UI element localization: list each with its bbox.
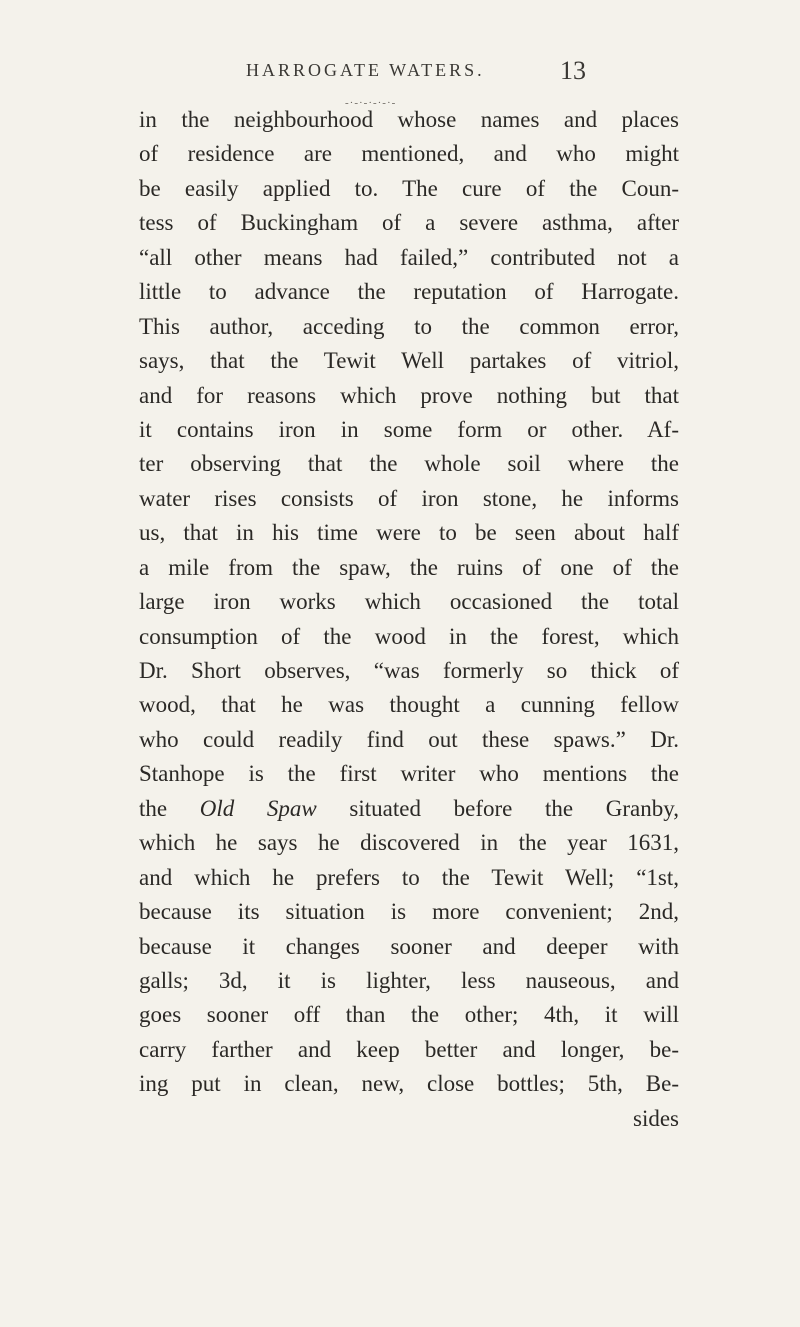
- text-line: and for reasons which prove nothing but that: [139, 382, 679, 408]
- text-line: and which he prefers to the Tewit Well; “1st,: [139, 864, 679, 890]
- text-line: large iron works which occasioned the total: [139, 589, 679, 615]
- text-line: in the neighbourhood whose names and places: [139, 107, 679, 132]
- text-line: ter observing that the whole soil where the: [139, 451, 679, 477]
- text-line-with-italic: [139, 792, 679, 826]
- running-head: [0, 56, 800, 90]
- text-line: it contains iron in some form or other. Af-: [139, 416, 679, 442]
- italic-title: Old Spaw: [199, 795, 317, 821]
- text-line: a mile from the spaw, the ruins of one of the: [139, 554, 679, 580]
- header-ornament: -·-·-·-·-·-: [345, 97, 397, 109]
- text-line: This author, acceding to the common error,: [139, 313, 679, 339]
- text-line: of residence are mentioned, and who might: [139, 141, 679, 167]
- text-line: galls; 3d, it is lighter, less nauseous, and: [139, 967, 679, 993]
- text-line: because its situation is more convenient; 2nd,: [139, 899, 679, 925]
- text-line: tess of Buckingham of a severe asthma, after: [139, 210, 679, 236]
- text-line: water rises consists of iron stone, he informs: [139, 485, 679, 511]
- text-line: because it changes sooner and deeper with: [139, 933, 679, 959]
- text-line: Dr. Short observes, “was formerly so thick of: [139, 658, 679, 683]
- text-line: says, that the Tewit Well partakes of vitriol,: [139, 348, 679, 374]
- text-line: Stanhope is the first writer who mentions the: [139, 761, 679, 787]
- text-fragment: the: [139, 795, 168, 821]
- text-line: be easily applied to. The cure of the Coun-: [139, 175, 679, 201]
- running-title: HARROGATE WATERS.: [246, 60, 485, 80]
- text-line: which he says he discovered in the year 1631,: [139, 830, 679, 856]
- text-line: wood, that he was thought a cunning fellow: [139, 692, 679, 718]
- text-line: ing put in clean, new, close bottles; 5th, Be-: [139, 1071, 679, 1097]
- text-line: little to advance the reputation of Harrogate.: [139, 279, 679, 305]
- catchword: sides: [633, 1105, 679, 1131]
- text-line: “all other means had failed,” contributed not a: [139, 244, 679, 270]
- page-number: 13: [560, 56, 586, 85]
- body-text: [139, 103, 679, 1136]
- text-line: us, that in his time were to be seen about half: [139, 520, 679, 546]
- text-line: consumption of the wood in the forest, which: [139, 623, 679, 649]
- text-line: goes sooner off than the other; 4th, it will: [139, 1002, 679, 1028]
- text-fragment: situated before the Granby,: [349, 795, 679, 821]
- text-line: carry farther and keep better and longer, be-: [139, 1036, 679, 1062]
- text-line: who could readily find out these spaws.” Dr.: [139, 726, 679, 752]
